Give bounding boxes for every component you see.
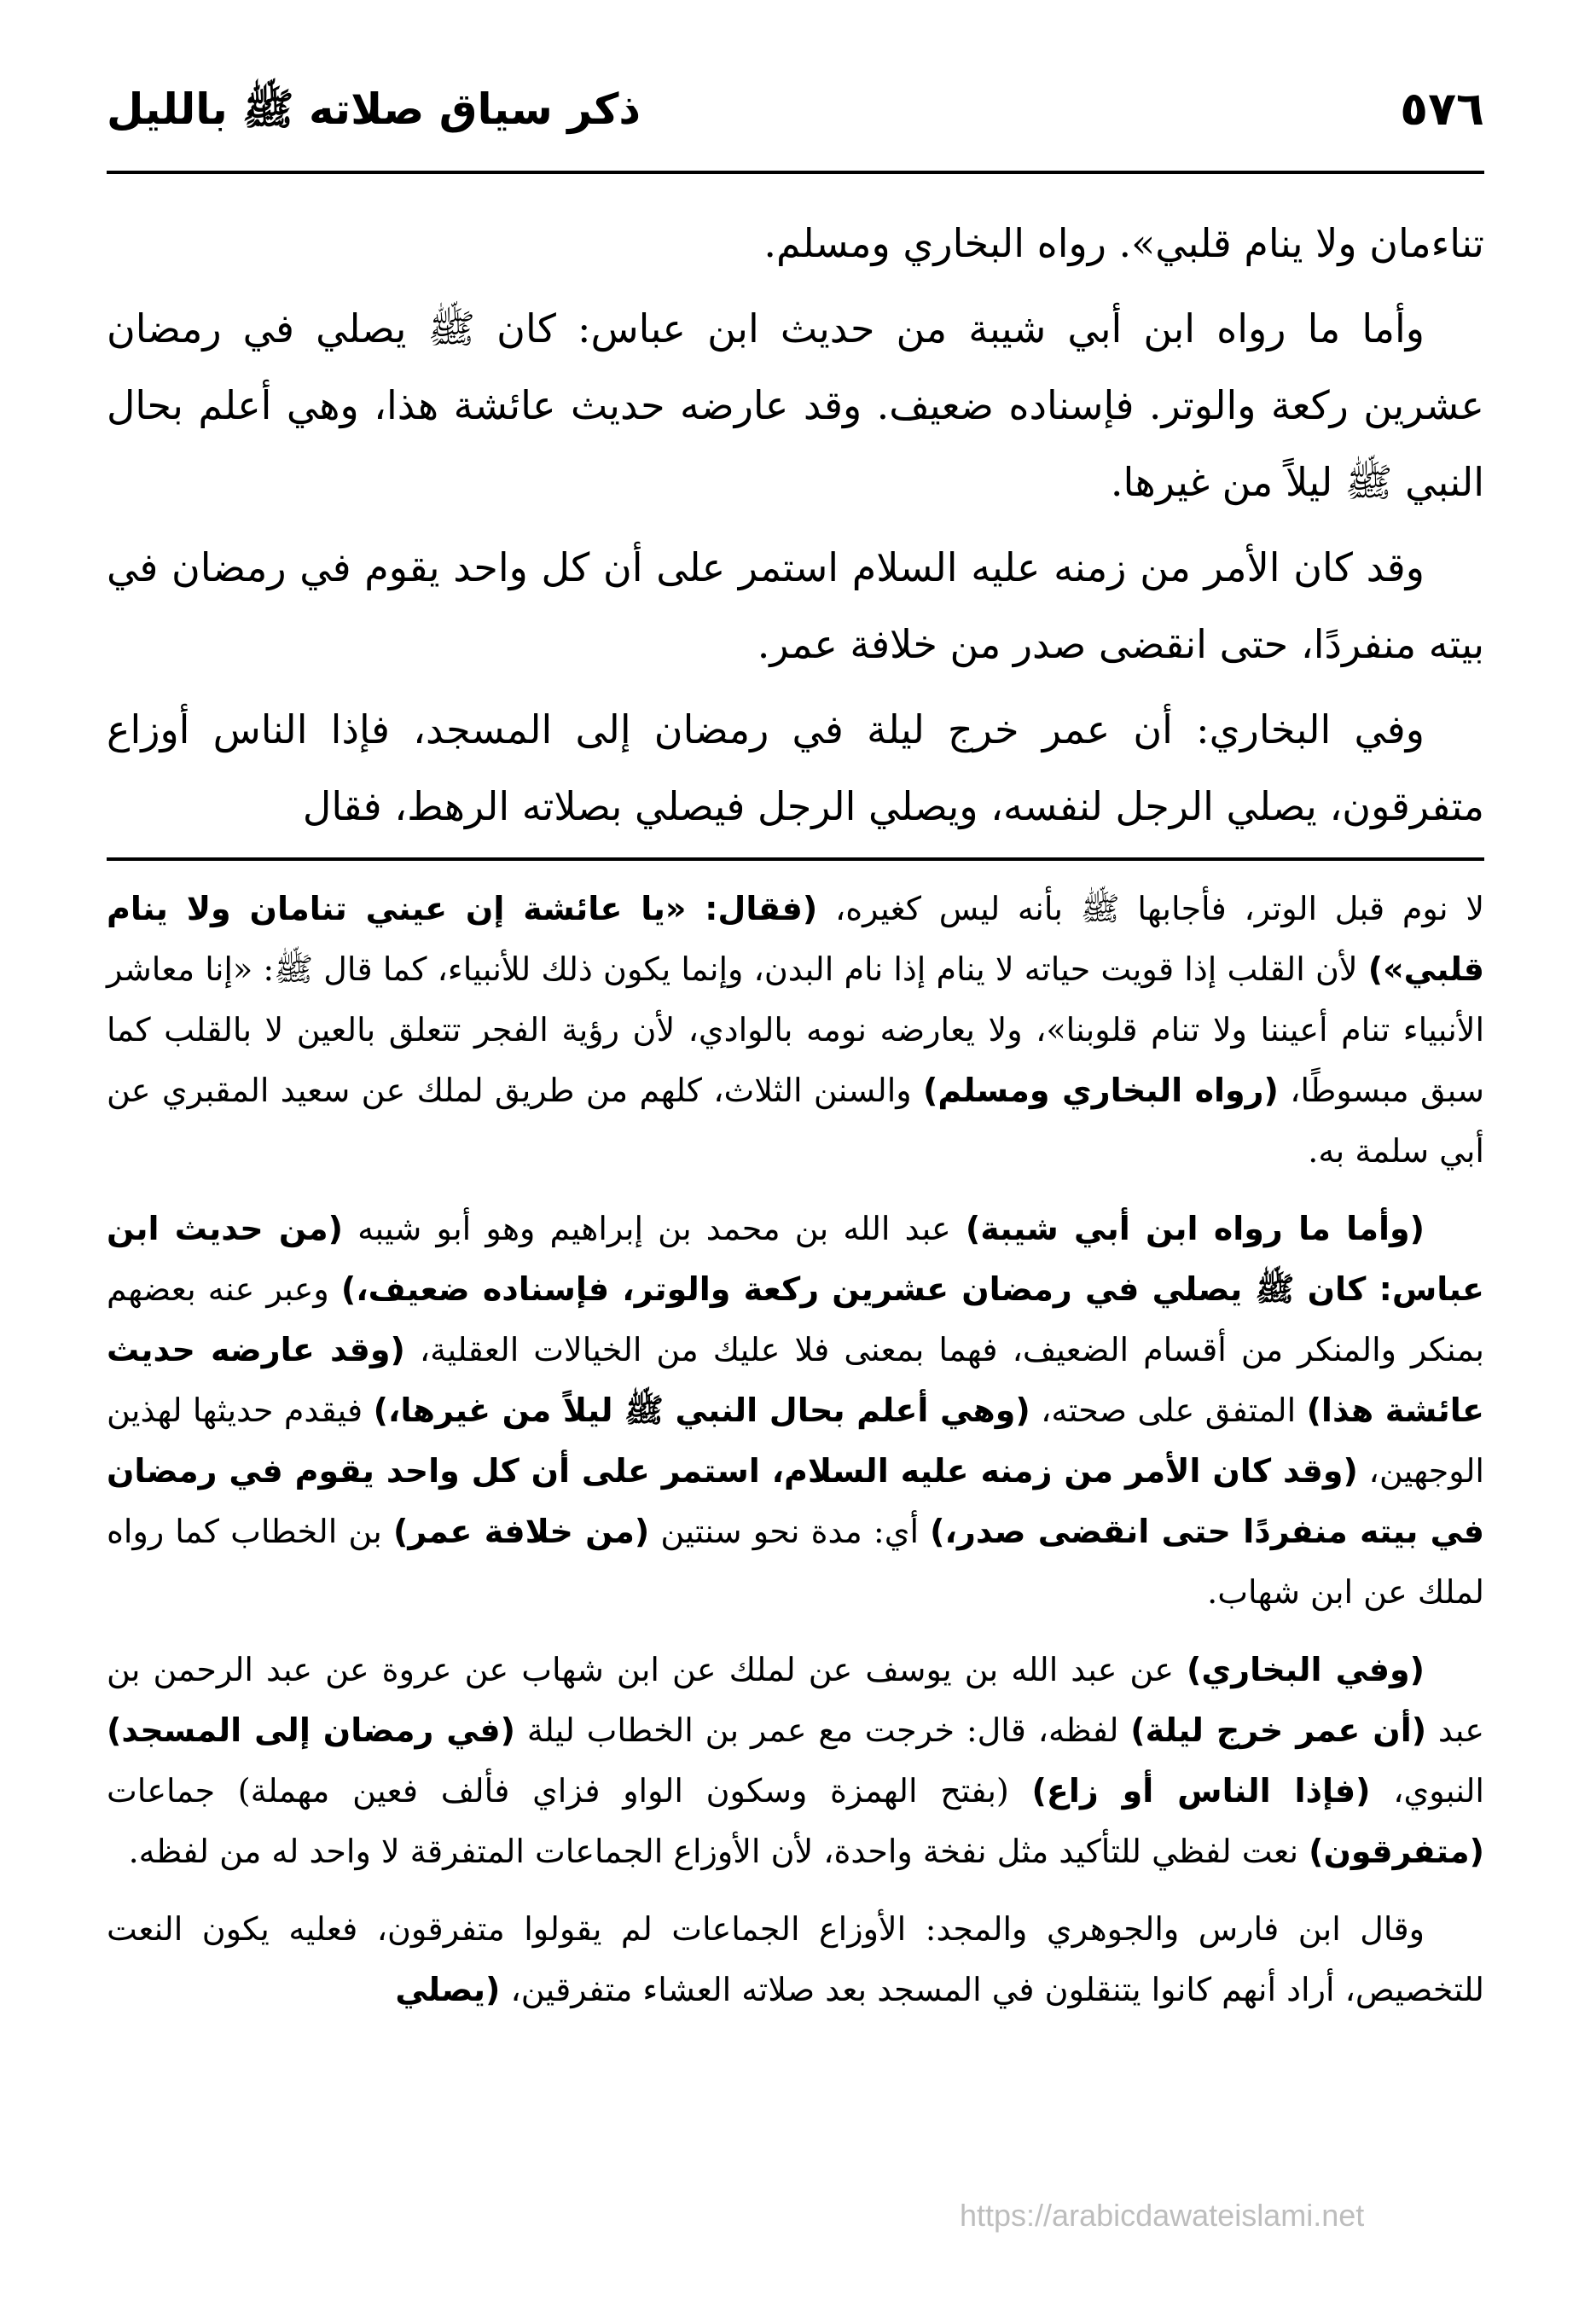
text-run: وعبر عنه بعضهم بمنكر والمنكر من أقسام الضعيف، فهما بمعنى فلا عليك من الخيالات العقلية، [107, 1270, 1484, 1368]
text-run: والسنن الثلاث، كلهم من طريق لملك عن سعيد المقبري عن أبي سلمة به. [107, 1072, 1484, 1170]
quoted-bold-run: (يصلي [395, 1971, 501, 2008]
commentary-paragraph-1 [107, 879, 1484, 1182]
header-divider [107, 171, 1484, 174]
main-paragraph-4: وفي البخاري: أن عمر خرج ليلة في رمضان إلى المسجد، فإذا الناس أوزاع متفرقون، يصلي الرجل لنفسه، ويصلي الرجل فيصلي بصلاته الرهط، فقال [107, 706, 1484, 829]
quoted-bold-run: (وفي البخاري) [1187, 1651, 1425, 1688]
text-run: بن الخطاب كما رواه لملك عن ابن شهاب. [107, 1513, 1484, 1611]
quoted-bold-run: (أن عمر خرج ليلة) [1130, 1711, 1427, 1749]
text-run: وقال ابن فارس والجوهري والمجد: الأوزاع الجماعات لم يقولوا متفرقون، فعليه يكون النعت للتخصيص، أراد أنهم كانوا يتنقلون في المسجد بعد صلاته العشاء متفرقين، [107, 1910, 1484, 2008]
quoted-bold-run: (وأما ما رواه ابن أبي شيبة) [965, 1210, 1425, 1247]
text-run: أي: مدة نحو سنتين [649, 1513, 931, 1550]
commentary-paragraph-3 [107, 1640, 1484, 1882]
commentary-divider [107, 857, 1484, 861]
text-run: لأن القلب إذا قويت حياته لا ينام إذا نام البدن، وإنما يكون ذلك للأنبياء، كما قال ﷺ: «إنا معاشر الأنبياء تنام أعيننا ولا تنام قلوبنا»، ولا يعارضه نومه بالوادي، لأن رؤية الفجر تتعلق بالعين لا بالقلب كما سبق مبسوطًا، [107, 950, 1484, 1109]
quoted-bold-run: (رواه البخاري ومسلم) [922, 1072, 1279, 1109]
quoted-bold-run: (من حديث ابن عباس: كان ﷺ يصلي في رمضان عشرين ركعة والوتر، فإسناده ضعيف،) [107, 1210, 1484, 1308]
text-run: (بفتح الهمزة وسكون الواو فزاي فألف فعين مهملة) جماعات [107, 1772, 1032, 1810]
quoted-bold-run: (من خلافة عمر) [393, 1513, 650, 1550]
main-text [107, 205, 1484, 853]
quoted-bold-run: (متفرقون) [1309, 1833, 1484, 1870]
main-paragraph-2: وأما ما رواه ابن أبي شيبة من حديث ابن عباس: كان ﷺ يصلي في رمضان عشرين ركعة والوتر. فإسناده ضعيف. وقد عارضه حديث عائشة هذا، وهي أعلم بحال النبي ﷺ ليلاً من غيرها. [107, 305, 1484, 505]
quoted-bold-run: (في رمضان إلى المسجد) [107, 1711, 516, 1749]
quoted-bold-run: (فإذا الناس أو زاع) [1031, 1772, 1371, 1810]
running-title: ذكر سياق صلاته ﷺ بالليل [107, 84, 641, 134]
main-paragraph-1: تناءمان ولا ينام قلبي». رواه البخاري ومسلم. [763, 220, 1484, 266]
watermark-url: https://arabicdawateislami.net [960, 2198, 1365, 2233]
text-run: لا نوم قبل الوتر، فأجابها ﷺ بأنه ليس كغيره، [817, 890, 1484, 927]
document-page [107, 0, 1484, 2324]
quoted-bold-run: (فقال: «يا عائشة إن عيني تنامان ولا ينام قلبي») [107, 890, 1484, 988]
page-header [107, 75, 1484, 169]
page-number: ٥٧٦ [1400, 82, 1484, 136]
text-run: لفظه، قال: خرجت مع عمر بن الخطاب ليلة [515, 1711, 1131, 1749]
commentary-paragraph-2 [107, 1199, 1484, 1623]
quoted-bold-run: (وقد كان الأمر من زمنه عليه السلام، استمر على أن كل واحد يقوم في رمضان في بيته منفردًا حتى انقضى صدر،) [107, 1452, 1484, 1550]
text-run: فيقدم حديثها لهذين الوجهين، [107, 1391, 1484, 1490]
quoted-bold-run: (وهي أعلم بحال النبي ﷺ ليلاً من غيرها،) [373, 1391, 1030, 1429]
main-paragraph-3: وقد كان الأمر من زمنه عليه السلام استمر على أن كل واحد يقوم في رمضان في بيته منفردًا، حتى انقضى صدر من خلافة عمر. [107, 544, 1484, 667]
commentary-paragraph-4 [107, 1899, 1484, 2020]
text-run: المتفق على صحته، [1030, 1391, 1307, 1429]
text-run: عن عبد الله بن يوسف عن لملك عن ابن شهاب عن عروة عن عبد الرحمن بن عبد [107, 1651, 1485, 1749]
commentary-text [107, 879, 1484, 2037]
text-run: النبوي، [1370, 1772, 1484, 1810]
text-run: عبد الله بن محمد بن إبراهيم وهو أبو شيبه [343, 1210, 966, 1247]
text-run: نعت لفظي للتأكيد مثل نفخة واحدة، لأن الأوزاع الجماعات المتفرقة لا واحد له من لفظه. [128, 1833, 1309, 1870]
quoted-bold-run: (وقد عارضه حديث عائشة هذا) [107, 1331, 1484, 1429]
